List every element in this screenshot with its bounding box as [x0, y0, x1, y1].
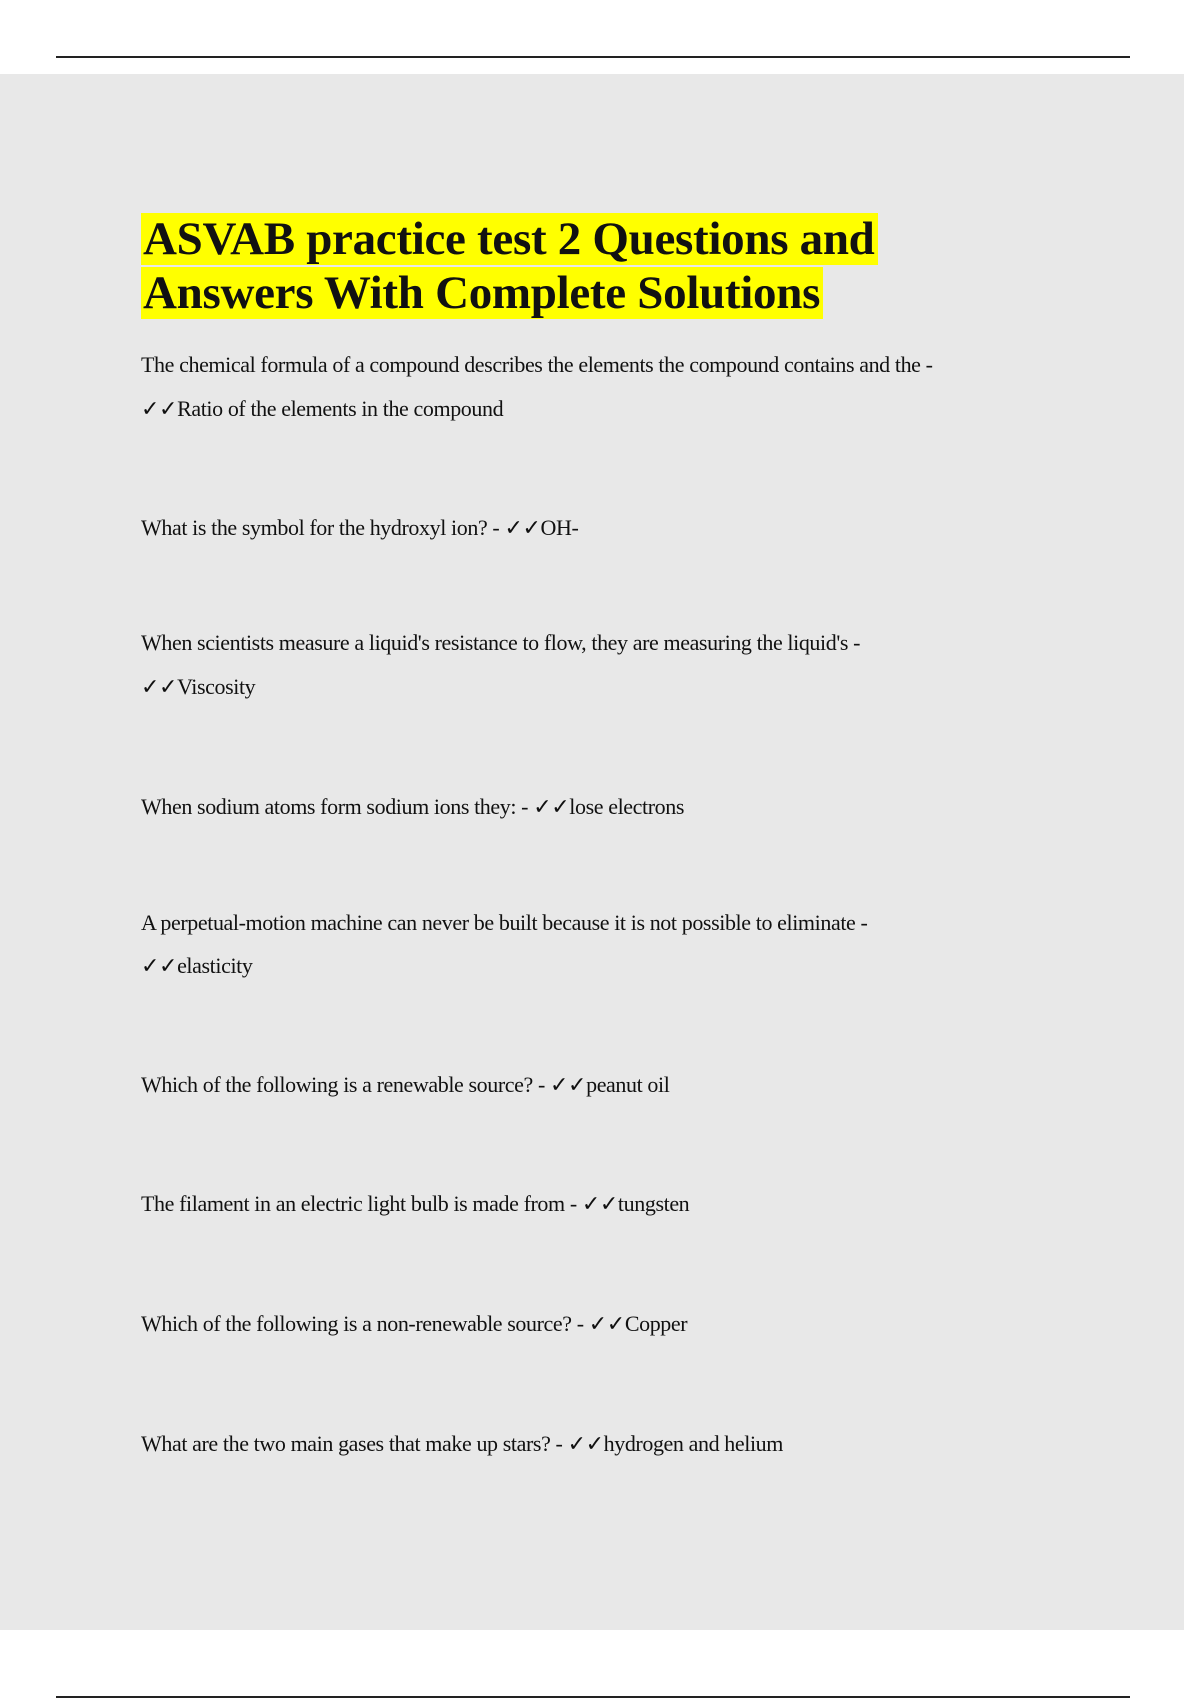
question-3: When scientists measure a liquid's resistance to flow, they are measuring the liquid's - [141, 630, 861, 655]
question-2: What is the symbol for the hydroxyl ion? - ✓✓OH- [141, 515, 579, 540]
bottom-rule [56, 1696, 1130, 1698]
title-line-2: Answers With Complete Solutions [141, 267, 823, 319]
answer-3: ✓✓Viscosity [141, 674, 256, 699]
question-9: What are the two main gases that make up stars? - ✓✓hydrogen and helium [141, 1431, 783, 1456]
title-line-1: ASVAB practice test 2 Questions and [141, 213, 878, 265]
question-5: A perpetual-motion machine can never be built because it is not possible to eliminate - [141, 910, 868, 935]
question-7: The filament in an electric light bulb is made from - ✓✓tungsten [141, 1191, 690, 1216]
top-rule [56, 56, 1130, 58]
question-4: When sodium atoms form sodium ions they: - ✓✓lose electrons [141, 794, 685, 819]
document-title [141, 212, 878, 320]
question-1: The chemical formula of a compound describes the elements the compound contains and the - [141, 352, 933, 377]
answer-5: ✓✓elasticity [141, 953, 253, 978]
question-6: Which of the following is a renewable source? - ✓✓peanut oil [141, 1072, 670, 1097]
question-8: Which of the following is a non-renewable source? - ✓✓Copper [141, 1311, 688, 1336]
answer-1: ✓✓Ratio of the elements in the compound [141, 396, 504, 421]
